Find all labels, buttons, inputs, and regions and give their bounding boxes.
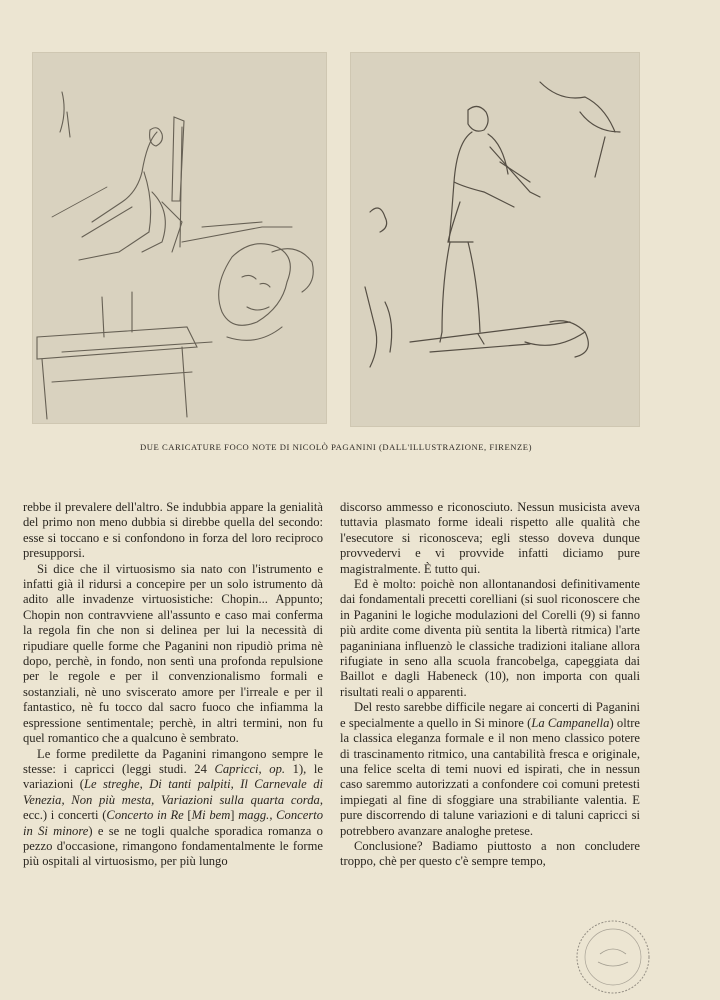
text-column-left xyxy=(23,500,323,870)
paragraph: Conclusione? Badiamo piuttosto a non concludere troppo, chè per questo c'è sempre tempo, xyxy=(340,838,640,869)
seated-violinist-sketch xyxy=(32,52,327,424)
italic-title: Le streghe, Di tanti palpiti, Il Carnevale di Venezia, Non più mesta, Variazioni sulla quarta corda xyxy=(23,777,323,807)
italic-title: Capricci, op. xyxy=(214,761,286,776)
figure-caption: DUE CARICATURE FOCO NOTE DI NICOLÒ PAGANINI (DALL'ILLUSTRAZIONE, FIRENZE) xyxy=(139,442,533,452)
right-caricature-illustration xyxy=(350,52,640,427)
text-column-right xyxy=(340,500,640,870)
paragraph: Le forme predilette da Paganini rimangono sempre le stesse: i capricci (leggi studi. 24 Capricci, op. 1), le variazioni (Le streghe, Di tanti palpiti, Il Carnevale di Venezia, Non più mesta, Variazioni sulla quarta corda, ecc.) i concerti (Concerto in Re [Mi bem] magg., Concerto in Si minore) e se ne togli qualche sporadica romanza o pezzo d'occasione, rimangono fondamentalmente le forme più ospitali al virtuosismo, per più lungo xyxy=(23,746,324,869)
standing-violinist-sketch xyxy=(350,52,640,427)
italic-title: Concerto in Re xyxy=(106,808,184,823)
italic-title: magg., Concerto in Si minore xyxy=(23,808,324,838)
left-caricature-illustration xyxy=(32,52,327,424)
italic-title: Mi bem xyxy=(191,808,231,823)
paragraph: rebbe il prevalere dell'altro. Se indubbia appare la genialità del primo non meno dubbia si direbbe quella del secondo: esse si toccano e si confondono in forza del loro reciproco presupporsi. xyxy=(23,500,323,561)
italic-title: La Campanella xyxy=(531,715,610,730)
paragraph: Del resto sarebbe difficile negare ai concerti di Paganini e specialmente a quello in Si minore (La Campanella) oltre la classica eleganza formale e il non meno classico potere di trascinamento ritmico, una cantabilità fresca e originale, una felice scelta di temi nuovi ed ispirati, che in nessun caso saremmo autorizzati a confondere coi comuni pretesti impiegati al fine di sfoggiare una strabiliante valentia. E pure discorrendo di talune variazioni e di taluni capricci si potrebbero avanzare analoghe pretese. xyxy=(340,700,640,838)
paragraph: discorso ammesso e riconosciuto. Nessun musicista aveva tuttavia plasmato forme ideali rispetto alle qualità che l'esecutore si riconosceva; egli stesso doveva dunque provvedervi e vi provvide infatti diciamo pure magistralmente. È tutto qui. xyxy=(340,500,640,576)
library-stamp xyxy=(574,918,652,996)
paragraph: Si dice che il virtuosismo sia nato con l'istrumento e infatti già il ridursi a concepire per un solo istrumento dà adito alle invadenze virtuosistiche: Chopin... Appunto; Chopin non contravviene all'assunto e caso mai conferma la regola fin che non si delinea per lui la necessità di ripudiare quelle forme che Paganini non ripudiò prima nè dopo, perchè, in fondo, non sentì una profonda repulsione per le regole e per il convenzionalismo formali e sostanziali, nè uno sviscerato amore per l'irreale e per il fantastico, nè fu tocco dal sacro fuoco che infiamma la espressione sentimentale; perchè, in altri termini, non fu quel romantico che a qualcuno è sembrato. xyxy=(23,561,323,746)
paragraph: Ed è molto: poichè non allontanandosi definitivamente dai fondamentali precetti corelliani (si suol riconoscere che in Paganini le logiche modulazioni del Corelli (9) si fanno più ardite come diventa più sentita la libertà ritmica) l'arte paganiniana influenzò le classiche tradizioni italiane allora rifugiate in seno alla scuola francobelga, capeggiata dai Baillot e dagli Habeneck (10), non importa con quali risultati reali o apparenti. xyxy=(340,577,640,699)
